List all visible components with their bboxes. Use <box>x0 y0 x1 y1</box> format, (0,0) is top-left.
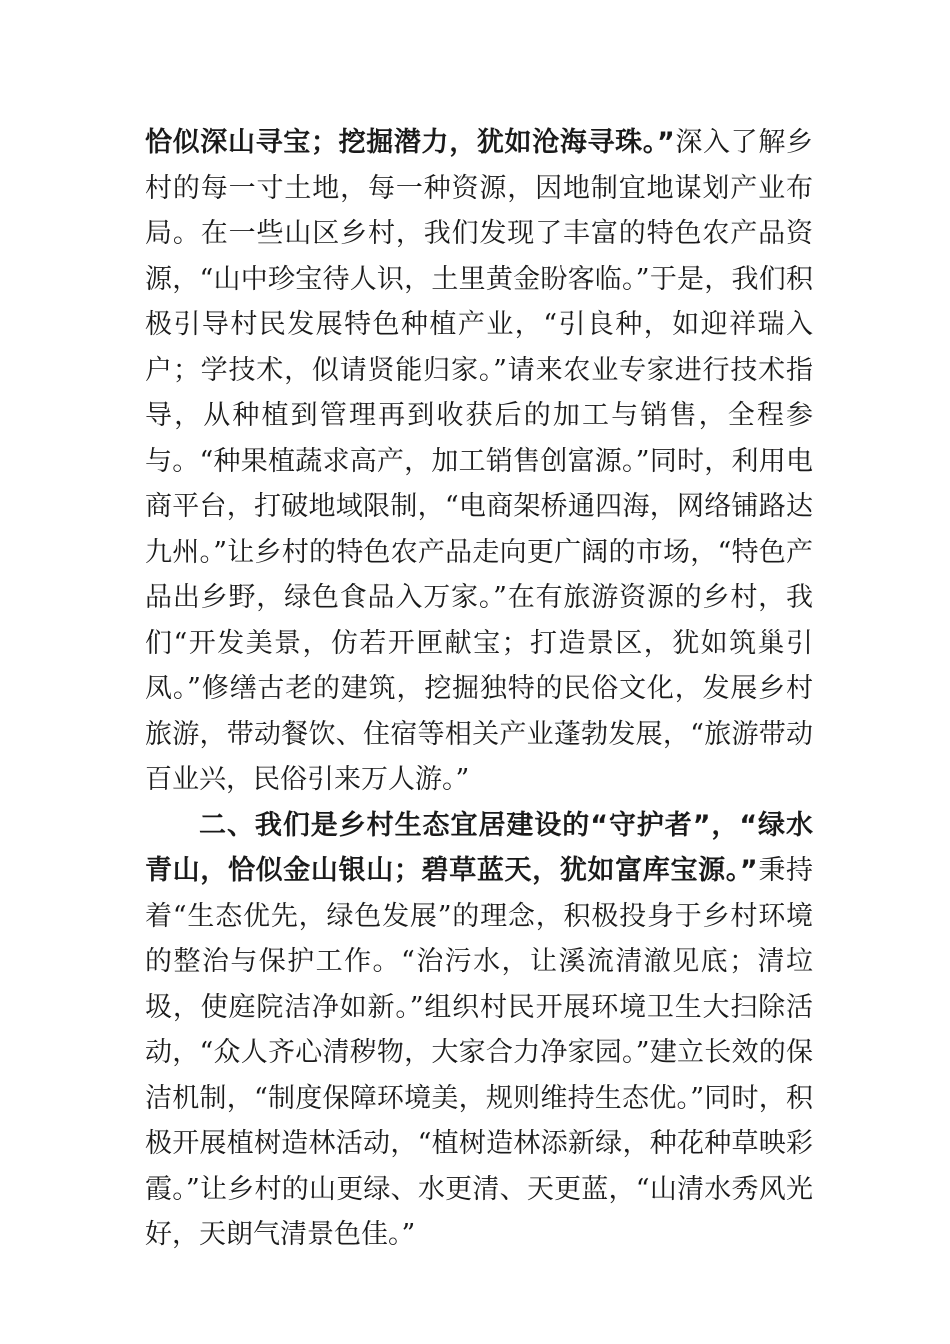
paragraph-ecology <box>145 803 813 1258</box>
paragraph-lead-bold: 恰似深山寻宝；挖掘潜力，犹如沧海寻珠。” <box>145 127 675 158</box>
section-heading-ecology: 二、我们是乡村生态宜居建设的“守护者”，“绿水青山，恰似金山银山；碧草蓝天，犹如富库宝源。” <box>145 809 813 886</box>
paragraph-body: 深入了解乡村的每一寸土地，每一种资源，因地制宜地谋划产业布局。在一些山区乡村，我们发现了丰富的特色农产品资源，“山中珍宝待人识，土里黄金盼客临。”于是，我们积极引导村民发展特色种植产业，“引良种，如迎祥瑞入户；学技术，似请贤能归家。”请来农业专家进行技术指导，从种植到管理再到收获后的加工与销售，全程参与。“种果植蔬求高产，加工销售创富源。”同时，利用电商平台，打破地域限制，“电商架桥通四海，网络铺路达九州。”让乡村的特色农产品走向更广阔的市场，“特色产品出乡野，绿色食品入万家。”在有旅游资源的乡村，我们“开发美景，仿若开匣献宝；打造景区，犹如筑巢引凤。”修缮古老的建筑，挖掘独特的民俗文化，发展乡村旅游，带动餐饮、住宿等相关产业蓬勃发展，“旅游带动百业兴，民俗引来万人游。” <box>145 127 813 795</box>
paragraph-body: 秉持着“生态优先，绿色发展”的理念，积极投身于乡村环境的整治与保护工作。“治污水，让溪流清澈见底；清垃圾，使庭院洁净如新。”组织村民开展环境卫生大扫除活动，“众人齐心清秽物，大家合力净家园。”建立长效的保洁机制，“制度保障环境美，规则维持生态优。”同时，积极开展植树造林活动，“植树造林添新绿，种花种草映彩霞。”让乡村的山更绿、水更清、天更蓝，“山清水秀风光好，天朗气清景色佳。” <box>145 855 813 1250</box>
document-page <box>145 120 813 1258</box>
paragraph-industry <box>145 120 813 803</box>
